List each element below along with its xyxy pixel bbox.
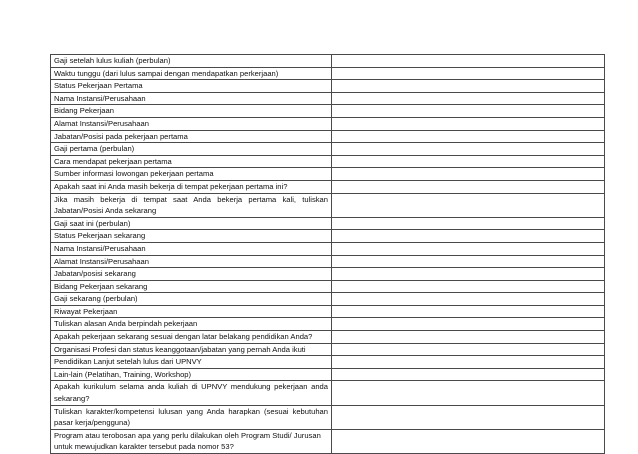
question-label-cell: Apakah kurikulum selama anda kuliah di UPNVY mendukung pekerjaan anda sekarang? (51, 381, 332, 405)
question-label-cell: Riwayat Pekerjaan (51, 305, 332, 318)
table-row (51, 130, 605, 143)
question-label-cell: Gaji pertama (perbulan) (51, 143, 332, 156)
question-label-cell: Jabatan/posisi sekarang (51, 268, 332, 281)
question-label-cell: Sumber informasi lowongan pekerjaan pertama (51, 168, 332, 181)
answer-cell[interactable] (332, 168, 605, 181)
answer-cell[interactable] (332, 105, 605, 118)
table-row (51, 293, 605, 306)
table-row (51, 92, 605, 105)
answer-cell[interactable] (332, 217, 605, 230)
table-row (51, 230, 605, 243)
answer-cell[interactable] (332, 356, 605, 369)
question-label-cell: Bidang Pekerjaan (51, 105, 332, 118)
table-row (51, 381, 605, 405)
question-label-cell: Bidang Pekerjaan sekarang (51, 280, 332, 293)
answer-cell[interactable] (332, 280, 605, 293)
table-row (51, 242, 605, 255)
table-row (51, 193, 605, 217)
answer-cell[interactable] (332, 331, 605, 344)
answer-cell[interactable] (332, 268, 605, 281)
answer-cell[interactable] (332, 193, 605, 217)
question-label-cell: Nama Instansi/Perusahaan (51, 92, 332, 105)
questionnaire-table-body (51, 55, 605, 454)
table-row (51, 343, 605, 356)
question-label-cell: Cara mendapat pekerjaan pertama (51, 155, 332, 168)
question-label-cell: Lain-lain (Pelatihan, Training, Workshop) (51, 368, 332, 381)
question-label-cell: Apakah saat ini Anda masih bekerja di tempat pekerjaan pertama ini? (51, 180, 332, 193)
table-row (51, 217, 605, 230)
question-label-cell: Status Pekerjaan sekarang (51, 230, 332, 243)
answer-cell[interactable] (332, 67, 605, 80)
table-row (51, 405, 605, 429)
answer-cell[interactable] (332, 117, 605, 130)
question-label-cell: Jika masih bekerja di tempat saat Anda bekerja pertama kali, tuliskan Jabatan/Posisi Anda sekarang (51, 193, 332, 217)
table-row (51, 168, 605, 181)
answer-cell[interactable] (332, 155, 605, 168)
question-label-cell: Gaji setelah lulus kuliah (perbulan) (51, 55, 332, 68)
question-label-cell: Alamat Instansi/Perusahaan (51, 117, 332, 130)
answer-cell[interactable] (332, 130, 605, 143)
table-row (51, 55, 605, 68)
answer-cell[interactable] (332, 293, 605, 306)
table-row (51, 155, 605, 168)
question-label-cell: Tuliskan karakter/kompetensi lulusan yang Anda harapkan (sesuai kebutuhan pasar kerja/pengguna) (51, 405, 332, 429)
table-row (51, 429, 605, 453)
table-row (51, 305, 605, 318)
answer-cell[interactable] (332, 429, 605, 453)
answer-cell[interactable] (332, 305, 605, 318)
table-row (51, 180, 605, 193)
table-row (51, 255, 605, 268)
question-label-cell: Apakah pekerjaan sekarang sesuai dengan latar belakang pendidikan Anda? (51, 331, 332, 344)
table-row (51, 105, 605, 118)
table-row (51, 117, 605, 130)
table-row (51, 368, 605, 381)
question-label-cell: Waktu tunggu (dari lulus sampai dengan mendapatkan perkerjaan) (51, 67, 332, 80)
answer-cell[interactable] (332, 230, 605, 243)
table-row (51, 318, 605, 331)
table-row (51, 67, 605, 80)
answer-cell[interactable] (332, 143, 605, 156)
question-label-cell: Status Pekerjaan Pertama (51, 80, 332, 93)
table-row (51, 143, 605, 156)
question-label-cell: Program atau terobosan apa yang perlu dilakukan oleh Program Studi/ Jurusan untuk mewujudkan karakter tersebut pada nomor 53? (51, 429, 332, 453)
question-label-cell: Tuliskan alasan Anda berpindah pekerjaan (51, 318, 332, 331)
answer-cell[interactable] (332, 242, 605, 255)
table-row (51, 80, 605, 93)
table-row (51, 356, 605, 369)
question-label-cell: Nama Instansi/Perusahaan (51, 242, 332, 255)
answer-cell[interactable] (332, 381, 605, 405)
answer-cell[interactable] (332, 180, 605, 193)
table-row (51, 268, 605, 281)
answer-cell[interactable] (332, 80, 605, 93)
answer-cell[interactable] (332, 368, 605, 381)
question-label-cell: Jabatan/Posisi pada pekerjaan pertama (51, 130, 332, 143)
question-label-cell: Alamat Instansi/Perusahaan (51, 255, 332, 268)
answer-cell[interactable] (332, 405, 605, 429)
answer-cell[interactable] (332, 343, 605, 356)
answer-cell[interactable] (332, 55, 605, 68)
table-row (51, 280, 605, 293)
answer-cell[interactable] (332, 255, 605, 268)
question-label-cell: Pendidikan Lanjut setelah lulus dari UPNVY (51, 356, 332, 369)
answer-cell[interactable] (332, 318, 605, 331)
answer-cell[interactable] (332, 92, 605, 105)
table-row (51, 331, 605, 344)
question-label-cell: Organisasi Profesi dan status keanggotaan/jabatan yang pernah Anda ikuti (51, 343, 332, 356)
questionnaire-table (50, 54, 605, 454)
question-label-cell: Gaji sekarang (perbulan) (51, 293, 332, 306)
question-label-cell: Gaji saat ini (perbulan) (51, 217, 332, 230)
